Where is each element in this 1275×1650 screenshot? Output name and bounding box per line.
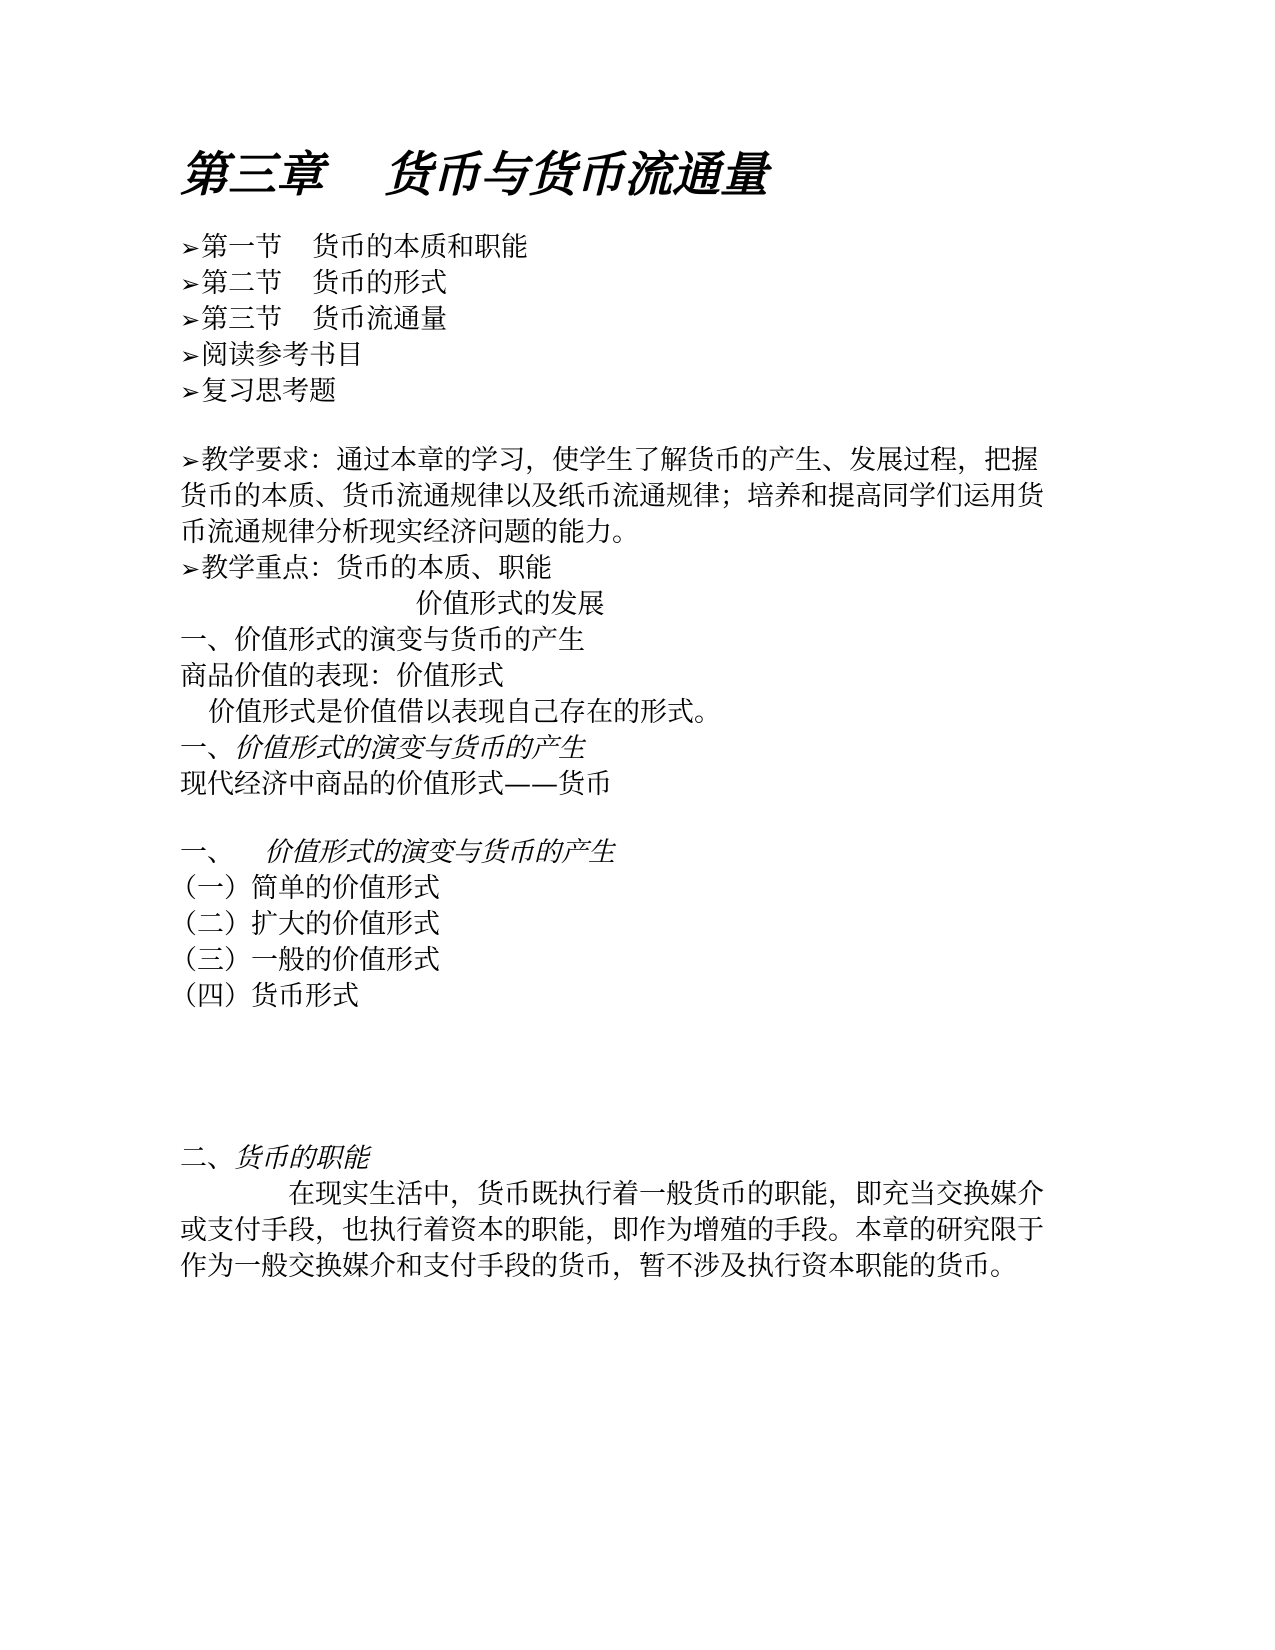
teaching-requirements: ➢教学要求：通过本章的学习，使学生了解货币的产生、发展过程，把握货币的本质、货币流通规律以及纸币流通规律；培养和提高同学们运用货币流通规律分析现实经济问题的能力。 (180, 445, 1044, 548)
list-item: （一）简单的价值形式 (170, 873, 440, 904)
chapter-number: 第三章 (180, 147, 325, 203)
list-item: （三）一般的价值形式 (170, 945, 440, 976)
chapter-subject: 货币与货币流通量 (384, 147, 769, 203)
arrow-bullet-icon: ➢ (180, 234, 201, 262)
section-heading-italic: 一、 价值形式的演变与货币的产生 (180, 837, 615, 868)
document-page (170, 0, 1080, 1650)
arrow-bullet-icon: ➢ (180, 378, 201, 406)
toc-item: ➢第二节 货币的形式 (180, 268, 448, 299)
arrow-bullet-icon: ➢ (180, 342, 201, 370)
value-form-list (170, 871, 1050, 1015)
body-line: 商品价值的表现：价值形式 (180, 661, 504, 692)
section-heading-italic: 一、价值形式的演变与货币的产生 (180, 733, 585, 764)
body-line: 现代经济中商品的价值形式——货币 (180, 769, 612, 800)
arrow-bullet-icon: ➢ (180, 270, 201, 298)
table-of-contents (180, 230, 528, 410)
body-paragraph: 在现实生活中，货币既执行着一般货币的职能，即充当交换媒介或支付手段，也执行着资本的职能，即作为增殖的手段。本章的研究限于作为一般交换媒介和支付手段的货币，暂不涉及执行资本职能的货币。 (180, 1179, 1044, 1282)
toc-item: ➢第三节 货币流通量 (180, 304, 448, 335)
list-item: （四）货币形式 (170, 981, 359, 1012)
toc-item: ➢第一节 货币的本质和职能 (180, 232, 529, 263)
arrow-bullet-icon: ➢ (180, 555, 201, 583)
arrow-bullet-icon: ➢ (180, 306, 201, 334)
body-line: 价值形式是价值借以表现自己存在的形式。 (208, 697, 721, 728)
centered-heading: 价值形式的发展 (415, 589, 605, 620)
toc-item: ➢阅读参考书目 (180, 340, 364, 371)
toc-item: ➢复习思考题 (180, 376, 337, 407)
section-heading-italic: 二、货币的职能 (180, 1143, 369, 1174)
list-item: （二）扩大的价值形式 (170, 909, 440, 940)
teaching-focus: ➢教学重点：货币的本质、职能 (180, 553, 553, 584)
arrow-bullet-icon: ➢ (180, 447, 201, 475)
chapter-title (180, 145, 768, 205)
section-heading: 一、价值形式的演变与货币的产生 (180, 625, 585, 656)
